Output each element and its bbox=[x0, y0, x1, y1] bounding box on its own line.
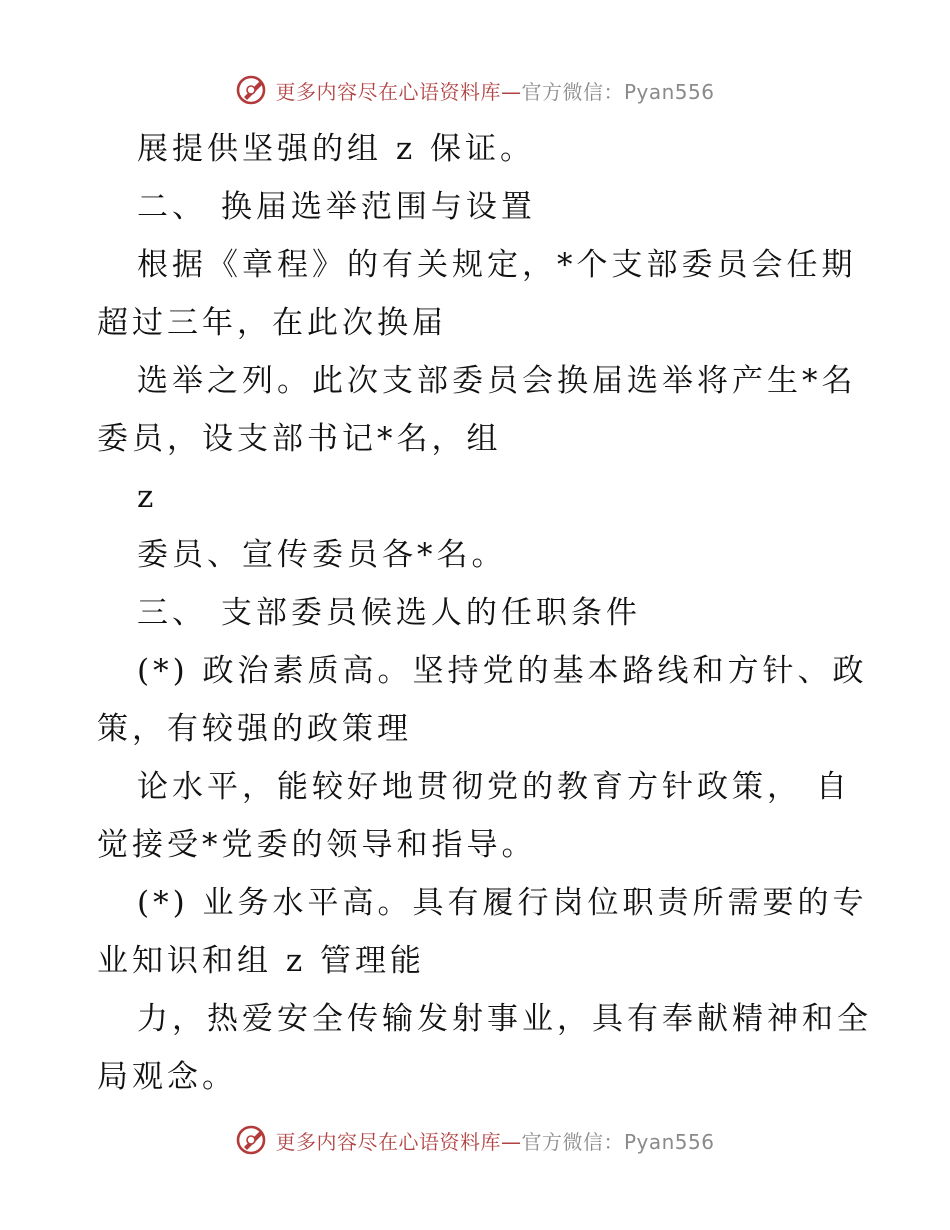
text-line: 委员、宣传委员各*名。 bbox=[137, 537, 507, 573]
brand-logo-icon bbox=[235, 1123, 269, 1157]
text-line: 力，热爱安全传输发射事业，具有奉献精神和全 bbox=[137, 1001, 872, 1037]
text-line: 局观念。 bbox=[97, 1059, 237, 1095]
banner-text bbox=[275, 1126, 714, 1155]
brand-logo-icon bbox=[235, 73, 269, 107]
text-line: 论水平，能较好地贯彻党的教育方针政策， 自 bbox=[137, 769, 851, 805]
banner-title: 更多内容尽在心语资料库— bbox=[275, 1129, 522, 1154]
text-line: z bbox=[137, 479, 158, 515]
banner-wechat: 官方微信：Pyan556 bbox=[521, 79, 715, 104]
footer-watermark-banner bbox=[0, 1120, 950, 1160]
text-line: 二、 换届选举范围与设置 bbox=[137, 189, 536, 225]
document-body bbox=[97, 120, 872, 1106]
text-line: (*) 政治素质高。坚持党的基本路线和方针、政 bbox=[137, 653, 868, 689]
banner-wechat: 官方微信：Pyan556 bbox=[521, 1129, 715, 1154]
text-line: 展提供坚强的组 z 保证。 bbox=[137, 131, 536, 167]
text-line: 业知识和组 z 管理能 bbox=[97, 943, 426, 979]
banner-title: 更多内容尽在心语资料库— bbox=[275, 79, 522, 104]
text-line: 根据《章程》的有关规定，*个支部委员会任期 bbox=[137, 247, 857, 283]
text-line: 选举之列。此次支部委员会换届选举将产生*名 bbox=[137, 363, 857, 399]
header-watermark-banner bbox=[0, 70, 950, 110]
text-line: (*) 业务水平高。具有履行岗位职责所需要的专 bbox=[137, 885, 868, 921]
text-line: 超过三年，在此次换届 bbox=[97, 305, 447, 341]
banner-text bbox=[275, 76, 714, 105]
text-line: 三、 支部委员候选人的任职条件 bbox=[137, 595, 641, 631]
text-line: 委员，设支部书记*名，组 bbox=[97, 421, 502, 457]
text-line: 策，有较强的政策理 bbox=[97, 711, 412, 747]
text-line: 觉接受*党委的领导和指导。 bbox=[97, 827, 537, 863]
